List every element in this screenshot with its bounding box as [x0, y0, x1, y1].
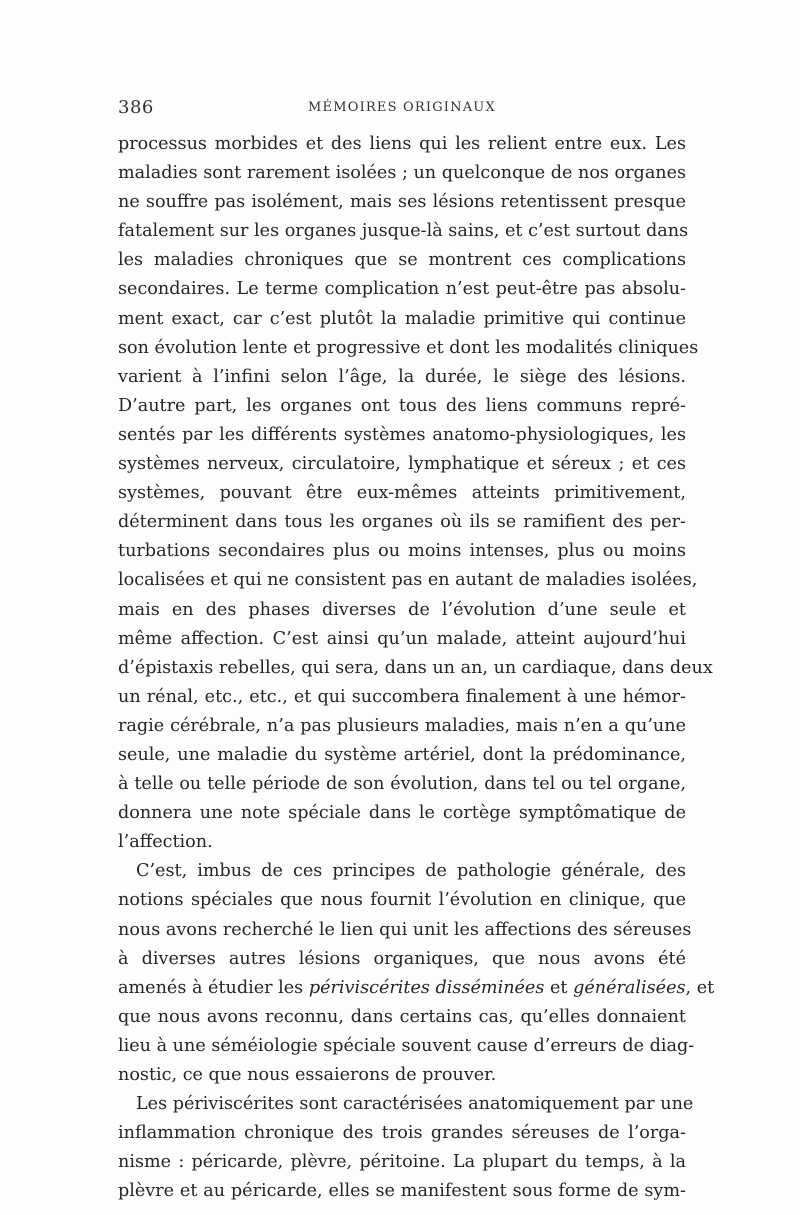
text-line: C’est, imbus de ces principes de pathologie générale, des	[136, 861, 686, 882]
text-line: déterminent dans tous les organes où ils se ramifient des per-	[118, 512, 686, 533]
text-line: nostic, ce que nous essaierons de prouver.	[118, 1065, 497, 1085]
running-head: MÉMOIRES ORIGINAUX	[308, 100, 496, 115]
text-fragment: et	[544, 977, 574, 998]
text-line: même affection. C’est ainsi qu’un malade, atteint aujourd’hui	[118, 628, 686, 649]
text-line: les maladies chroniques que se montrent ces complications	[118, 250, 686, 271]
text-line: nisme : péricarde, plèvre, péritoine. La plupart du temps, à la	[118, 1152, 686, 1173]
text-line: ment exact, car c’est plutôt la maladie primitive qui continue	[118, 308, 686, 329]
text-line: Les périviscérites sont caractérisées anatomiquement par une	[136, 1094, 694, 1115]
text-line: ne souffre pas isolément, mais ses lésions retentissent presque	[118, 192, 686, 213]
text-fragment: , et	[685, 977, 715, 998]
text-line: l’affection.	[118, 832, 213, 853]
text-line: à diverses autres lésions organiques, que nous avons été	[118, 948, 686, 969]
text-line: donnera une note spéciale dans le cortège symptômatique de	[118, 803, 686, 824]
text-line: sentés par les différents systèmes anatomo-physiologiques, les	[118, 424, 686, 445]
text-line: turbations secondaires plus ou moins intenses, plus ou moins	[118, 541, 686, 562]
text-fragment: amenés à étudier les	[118, 977, 309, 998]
text-line: son évolution lente et progressive et dont les modalités cliniques	[118, 337, 699, 358]
text-line: systèmes, pouvant être eux-mêmes atteints primitivement,	[118, 483, 686, 504]
text-line: fatalement sur les organes jusque-là sains, et c’est surtout dans	[118, 221, 689, 242]
text-line: localisées et qui ne consistent pas en autant de maladies isolées,	[118, 570, 698, 591]
text-line: lieu à une séméiologie spéciale souvent cause d’erreurs de diag-	[118, 1035, 695, 1056]
text-line: mais en des phases diverses de l’évolution d’une seule et	[118, 599, 686, 620]
text-line: processus morbides et des liens qui les relient entre eux. Les	[118, 134, 686, 154]
text-line: D’autre part, les organes ont tous des liens communs repré-	[118, 395, 686, 416]
text-line: un rénal, etc., etc., et qui succombera finalement à une hémor-	[118, 686, 686, 707]
text-line: maladies sont rarement isolées ; un quelconque de nos organes	[118, 163, 687, 184]
text-line: à telle ou telle période de son évolution, dans tel ou tel organe,	[118, 774, 686, 795]
text-line: seule, une maladie du système artériel, dont la prédominance,	[118, 744, 686, 765]
page-number: 386	[118, 97, 154, 118]
page-header	[118, 97, 688, 121]
text-line: systèmes nerveux, circulatoire, lymphatique et séreux ; et ces	[118, 454, 686, 475]
text-line: nous avons recherché le lien qui unit les affections des séreuses	[118, 919, 692, 940]
italic-term: généralisées	[573, 977, 686, 998]
text-line: varient à l’infini selon l’âge, la durée, le siège des lésions.	[118, 366, 686, 387]
text-line: secondaires. Le terme complication n’est peut-être pas absolu-	[118, 279, 686, 300]
text-line: notions spéciales que nous fournit l’évolution en clinique, que	[118, 890, 686, 911]
text-line: que nous avons reconnu, dans certains cas, qu’elles donnaient	[118, 1006, 686, 1027]
text-line	[118, 974, 715, 1003]
text-line: d’épistaxis rebelles, qui sera, dans un an, un cardiaque, dans deux	[118, 657, 713, 678]
text-line: plèvre et au péricarde, elles se manifestent sous forme de sym-	[118, 1181, 686, 1202]
italic-term: périviscérites disséminées	[308, 977, 545, 998]
text-line: inflammation chronique des trois grandes séreuses de l’orga-	[118, 1123, 686, 1144]
body-text	[118, 130, 715, 1206]
text-line: ragie cérébrale, n’a pas plusieurs maladies, mais n’en a qu’une	[118, 715, 686, 736]
